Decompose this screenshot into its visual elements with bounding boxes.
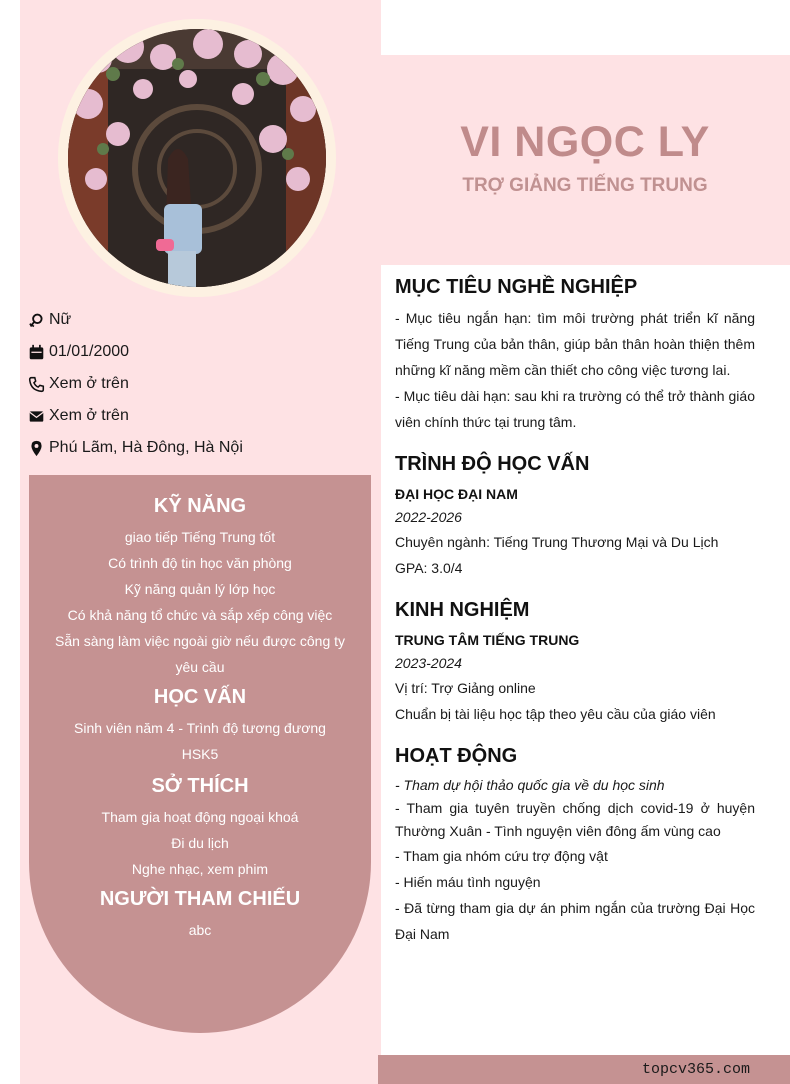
contact-phone [28,368,368,400]
profile-photo-illustration [68,29,326,287]
skill-item: Có khả năng tổ chức và sắp xếp công việc [67,607,333,623]
contact-email [28,400,368,432]
hobby-item: Nghe nhạc, xem phim [131,861,269,877]
name-block [390,118,780,197]
phone-icon [28,376,45,393]
contact-phone-text: Xem ở trên [49,375,129,392]
activities-heading: HOẠT ĐỘNG [395,745,518,767]
activity-item: - Đã từng tham gia dự án phim ngắn của trường Đại Học Đại Nam [395,900,755,942]
hobbies-heading: SỞ THÍCH [151,775,249,797]
contact-birthday [28,336,368,368]
skills-heading: KỸ NĂNG [153,495,247,517]
calendar-icon [28,344,45,361]
activity-item: - Tham dự hội thảo quốc gia về du học sinh [395,777,665,793]
experience-period: 2023-2024 [395,655,462,671]
experience-heading: KINH NGHIỆM [395,599,530,621]
objective-long-term: - Mục tiêu dài hạn: sau khi ra trường có thể trở thành giáo viên chính thức tại trung tâm. [395,388,755,430]
skill-item: Kỹ năng quản lý lớp học [124,581,276,597]
education-item: Sinh viên năm 4 - Trình độ tương đương HSK5 [74,720,326,762]
education-gpa: GPA: 3.0/4 [395,560,463,576]
experience-position: Vị trí: Trợ Giảng online [395,680,536,696]
gender-icon [28,312,45,329]
footer-bar [378,1055,790,1084]
reference-item: abc [188,922,212,938]
contact-gender-text: Nữ [49,311,72,328]
contact-address-text: Phú Lãm, Hà Đông, Hà Nội [49,439,243,456]
references-heading: NGƯỜI THAM CHIẾU [99,888,301,910]
email-icon [28,408,45,425]
job-title: TRỢ GIẢNG TIẾNG TRUNG [462,175,708,196]
experience-task: Chuẩn bị tài liệu học tập theo yêu cầu của giáo viên [395,706,716,722]
education-period: 2022-2026 [395,509,462,525]
experience-section [395,599,755,727]
objective-section [395,276,755,435]
activity-item: - Tham gia tuyên truyền chống dịch covid-19 ở huyện Thường Xuân - Tình nguyện viên đông ấm vùng cao [395,800,755,839]
education-section [395,453,755,581]
hobby-item: Tham gia hoạt động ngoại khoá [101,809,299,825]
objective-short-term: - Mục tiêu ngắn hạn: tìm môi trường phát triển kĩ năng Tiếng Trung của bản thân, giúp bản thân hoàn thiện thêm những kĩ năng mềm cần thiết cho công việc tương lai. [395,310,755,378]
contact-birthday-text: 01/01/2000 [49,343,130,360]
contact-gender [28,304,368,336]
education-heading: HỌC VẤN [153,686,247,708]
contact-list [28,304,368,464]
objective-heading: MỤC TIÊU NGHỀ NGHIỆP [395,276,638,298]
skill-item: Có trình độ tin học văn phòng [108,555,292,571]
education-section-heading: TRÌNH ĐỘ HỌC VẤN [395,453,590,475]
contact-email-text: Xem ở trên [49,407,129,424]
activities-section [395,745,755,947]
education-major: Chuyên ngành: Tiếng Trung Thương Mại và Du Lịch [395,534,719,550]
activity-item: - Tham gia nhóm cứu trợ động vật [395,848,608,864]
avatar [58,19,336,297]
skill-item: Sẵn sàng làm việc ngoài giờ nếu được công ty yêu cầu [55,633,346,675]
school-name: ĐẠI HỌC ĐẠI NAM [395,486,518,502]
avatar-photo [68,29,326,287]
left-info-panel [29,475,371,1033]
main-content [395,276,755,947]
activity-item: - Hiến máu tình nguyện [395,874,541,890]
footer-watermark: topcv365.com [641,1061,750,1078]
location-icon [28,440,45,457]
skill-item: giao tiếp Tiếng Trung tốt [124,529,276,545]
candidate-name: VI NGỌC LY [460,118,710,166]
company-name: TRUNG TÂM TIẾNG TRUNG [395,632,580,648]
contact-address [28,432,368,464]
hobby-item: Đi du lịch [171,835,229,851]
